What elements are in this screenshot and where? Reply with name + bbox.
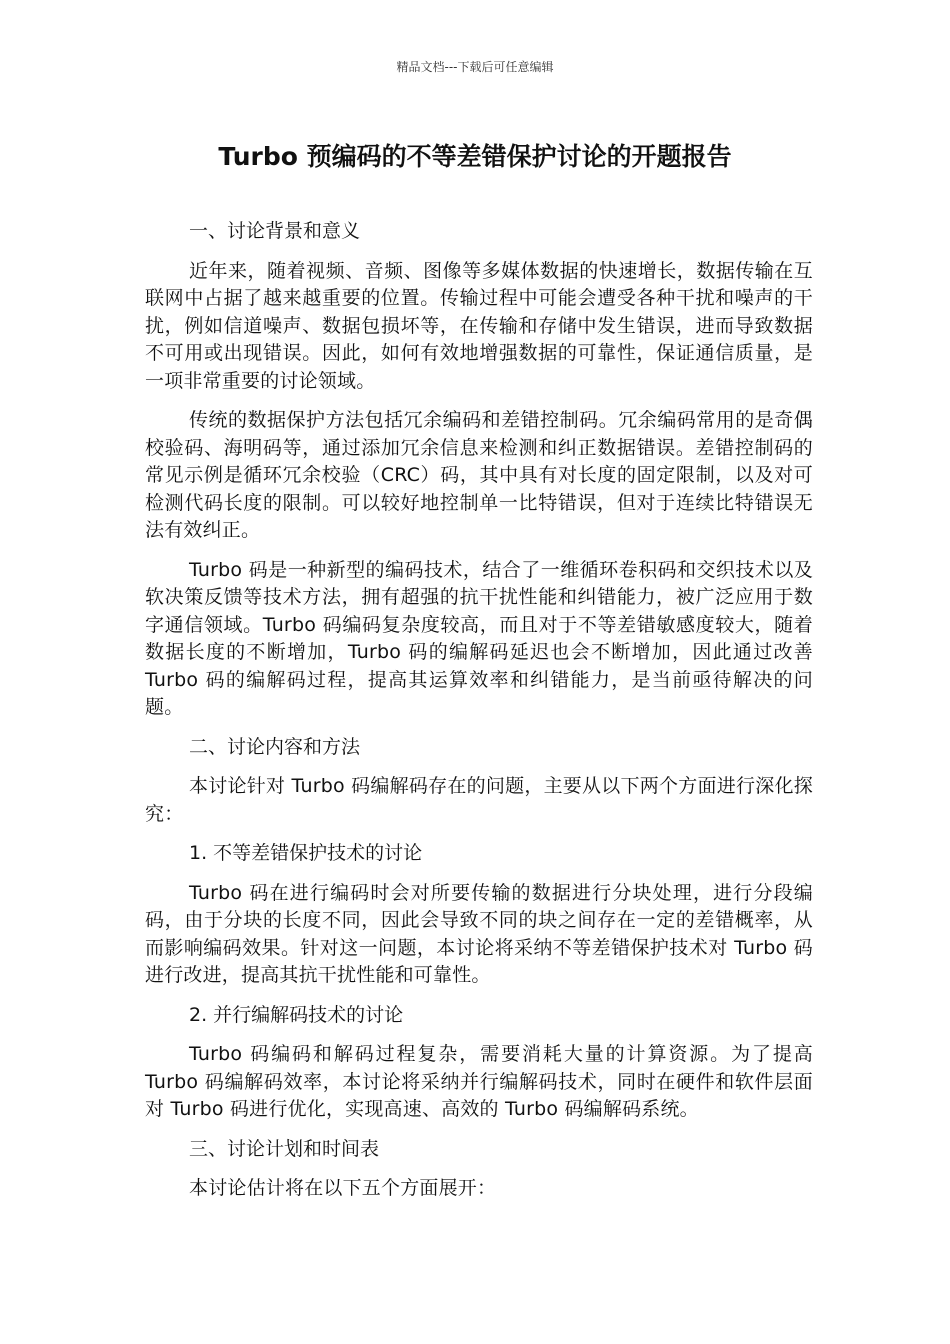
header-note: 精品文档---下载后可任意编辑 bbox=[396, 60, 554, 74]
document-title: Turbo 预编码的不等差错保护讨论的开题报告 bbox=[218, 142, 732, 171]
paragraph-background-3: Turbo 码是一种新型的编码技术，结合了一维循环卷积码和交织技术以及软决策反馈等技术方法，拥有超强的抗干扰性能和纠错能力，被广泛应用于数字通信领域。Turbo 码编码复杂度较高，而且对于不等差错敏感度较大，随着数据长度的不断增加，Turbo 码的编解码延迟也会不断增加，因此通过改善 Turbo 码的编解码过程，提高其运算效率和纠错能力，是当前亟待解决的问题。 bbox=[145, 558, 813, 718]
paragraph-unequal-error-protection: Turbo 码在进行编码时会对所要传输的数据进行分块处理，进行分段编码，由于分块的长度不同，因此会导致不同的块之间存在一定的差错概率，从而影响编码效果。针对这一问题，本讨论将采纳不等差错保护技术对 Turbo 码进行改进，提高其抗干扰性能和可靠性。 bbox=[145, 881, 813, 986]
paragraph-background-1: 近年来，随着视频、音频、图像等多媒体数据的快速增长，数据传输在互联网中占据了越来越重要的位置。传输过程中可能会遭受各种干扰和噪声的干扰，例如信道噪声、数据包损坏等，在传输和存储中发生错误，进而导致数据不可用或出现错误。因此，如何有效地增强数据的可靠性，保证通信质量，是一项非常重要的讨论领域。 bbox=[145, 259, 813, 392]
paragraph-plan-intro: 本讨论估计将在以下五个方面展开： bbox=[189, 1177, 497, 1199]
subheading-parallel-codec: 2. 并行编解码技术的讨论 bbox=[189, 1003, 404, 1026]
section-heading-plan-schedule: 三、讨论计划和时间表 bbox=[189, 1137, 380, 1160]
subheading-unequal-error-protection: 1. 不等差错保护技术的讨论 bbox=[189, 842, 423, 864]
document-body bbox=[145, 218, 813, 1215]
paragraph-background-2: 传统的数据保护方法包括冗余编码和差错控制码。冗余编码常用的是奇偶校验码、海明码等，通过添加冗余信息来检测和纠正数据错误。差错控制码的常见示例是循环冗余校验（CRC）码，其中具有对长度的固定限制，以及对可检测代码长度的限制。可以较好地控制单一比特错误，但对于连续比特错误无法有效纠正。 bbox=[145, 409, 813, 541]
paragraph-content-intro: 本讨论针对 Turbo 码编解码存在的问题，主要从以下两个方面进行深化探究： bbox=[145, 775, 813, 825]
paragraph-parallel-codec: Turbo 码编码和解码过程复杂，需要消耗大量的计算资源。为了提高 Turbo 码编解码效率，本讨论将采纳并行编解码技术，同时在硬件和软件层面对 Turbo 码进行优化，实现高速、高效的 Turbo 码编解码系统。 bbox=[145, 1043, 813, 1120]
section-heading-content-method: 二、讨论内容和方法 bbox=[189, 735, 361, 758]
section-heading-background: 一、讨论背景和意义 bbox=[189, 220, 361, 242]
